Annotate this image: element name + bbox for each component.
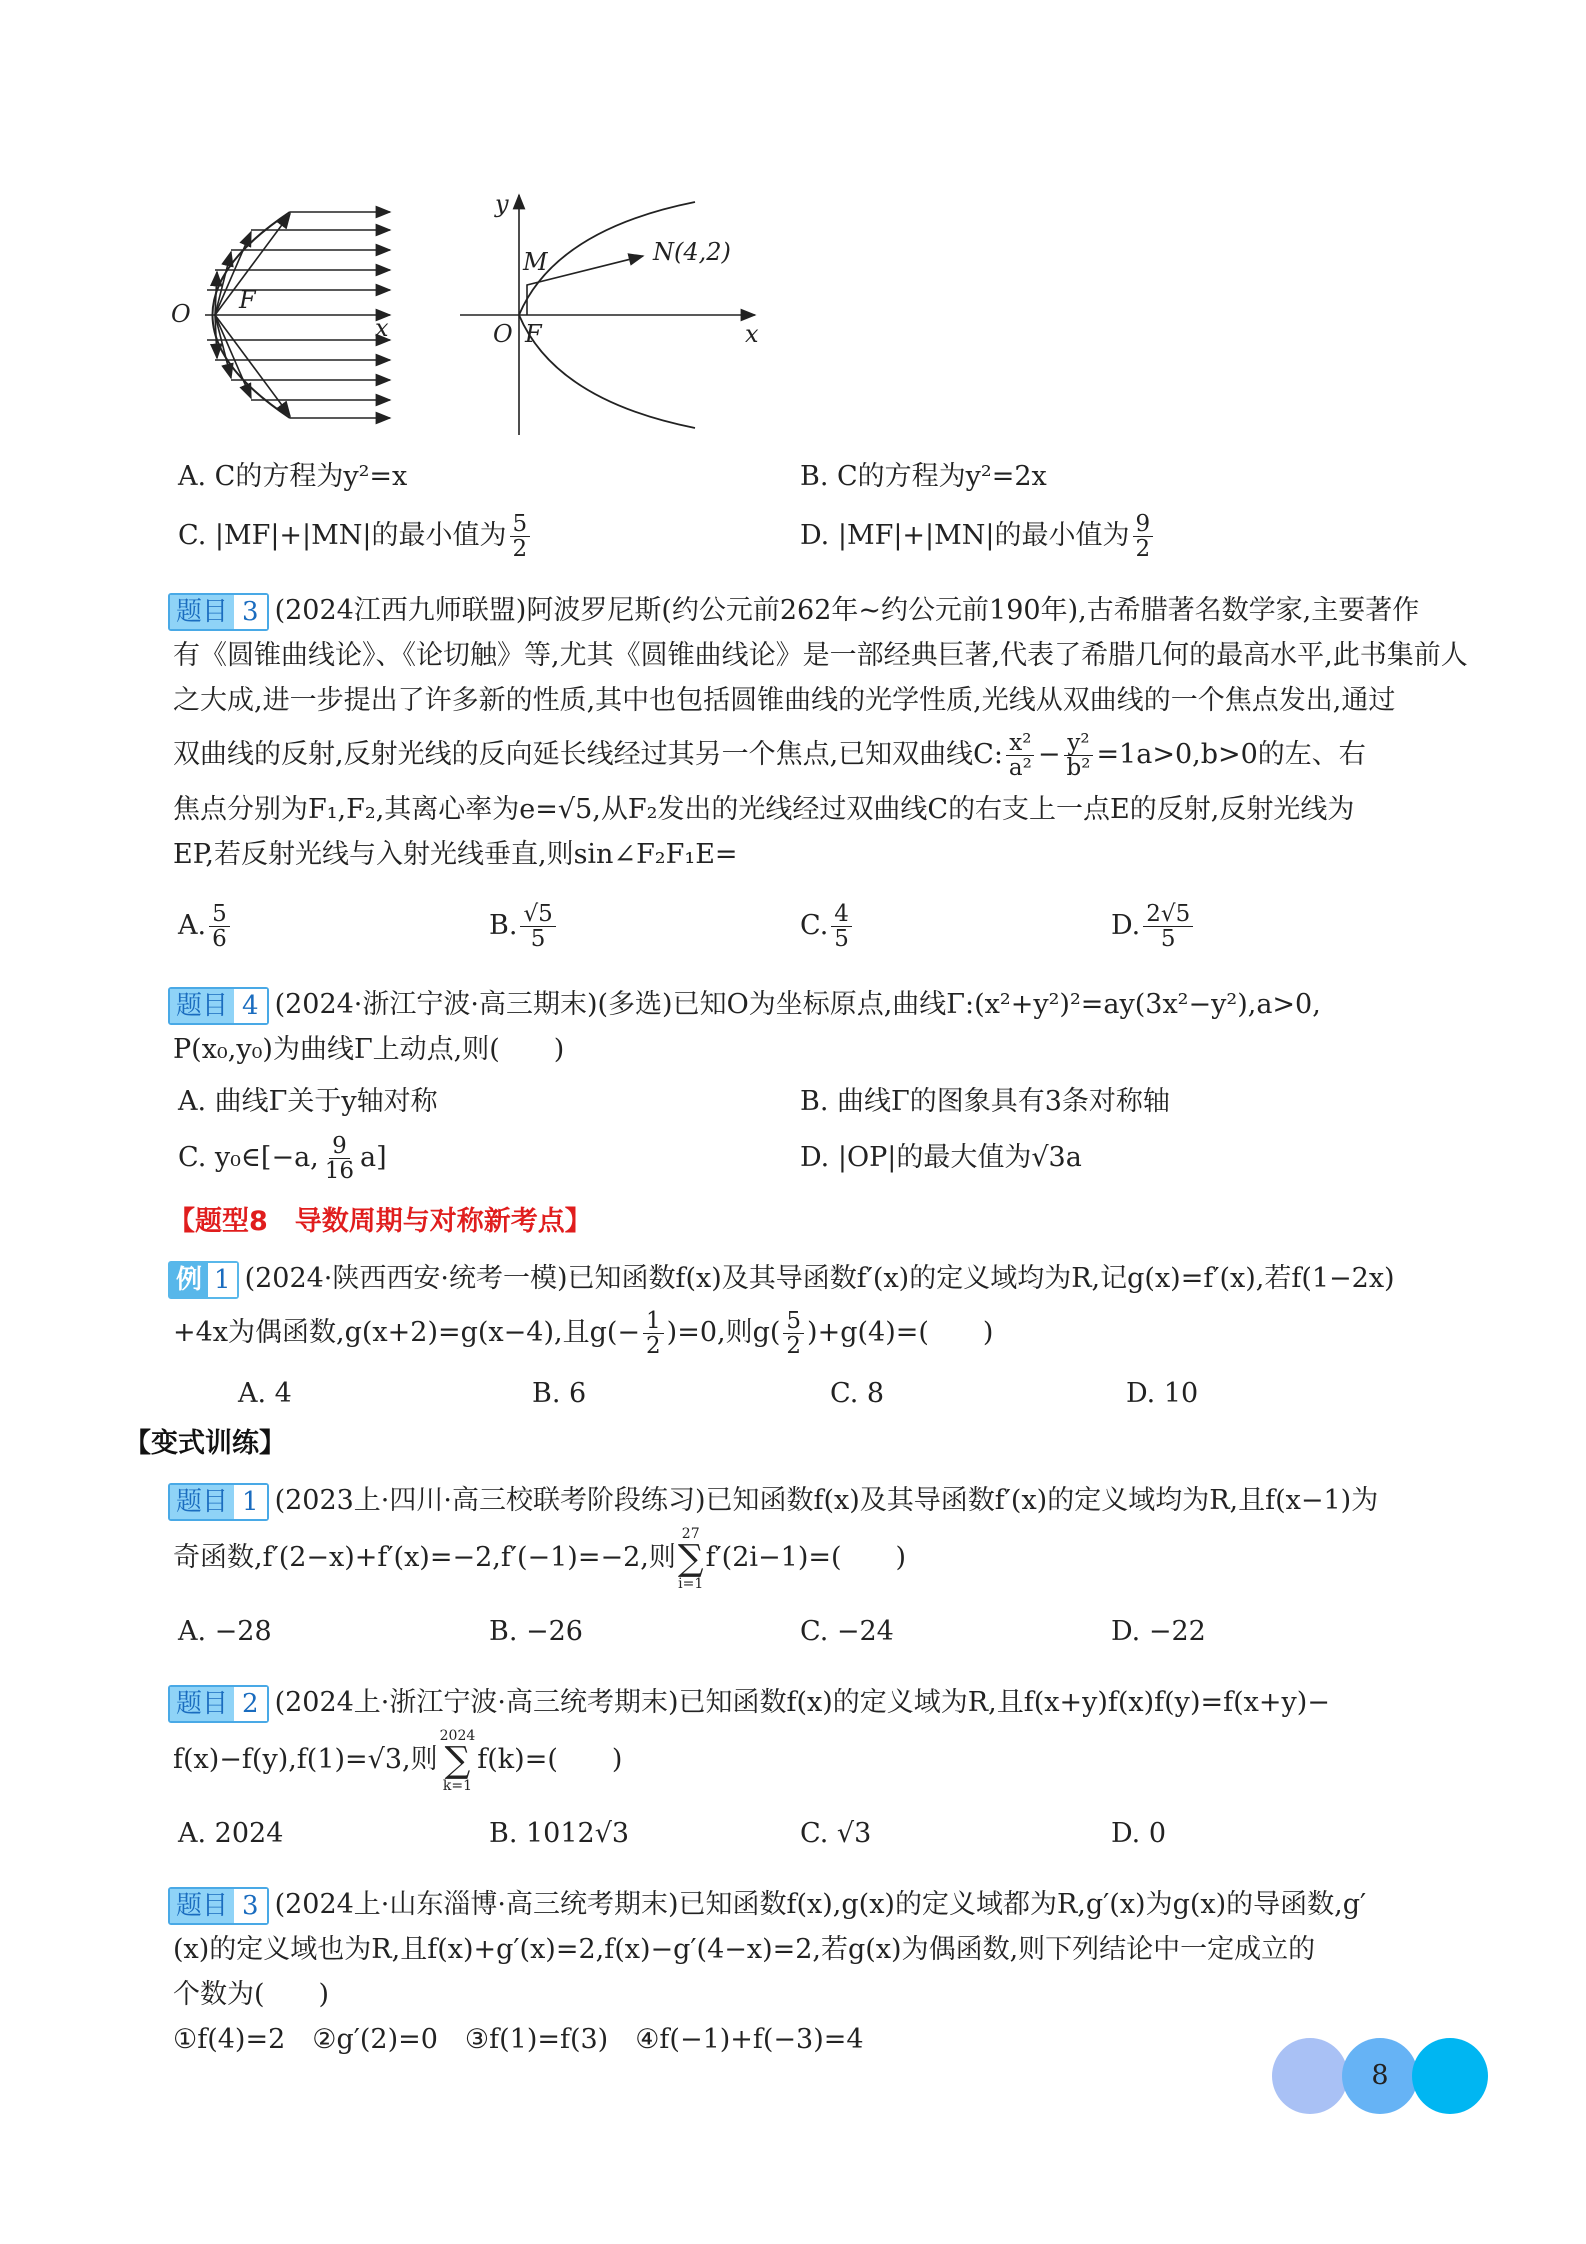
q4-option-b: B. 曲线Γ的图象具有3条对称轴 [800,1086,1170,1117]
variant-title: 【变式训练】 [124,1428,286,1459]
ex1-line2: +4x为偶函数,g(x+2)=g(x−4),且g(− $\frac{1}{2}$ )=0,则g( $\frac{5}{2}$ )+g(4)=( ) [173,1308,994,1359]
v2-option-b: B. 1012√3 [489,1818,630,1849]
v3-line2: (x)的定义域也为R,且f(x)+g′(x)=2,f(x)−g′(4−x)=2,若g(x)为偶函数,则下列结论中一定成立的 [173,1934,1316,1965]
v1-options [178,1610,1498,1654]
q3-line4: 双曲线的反射,反射光线的反向延长线经过其另一个焦点,已知双曲线C: $\frac{\text{x²}}{\text{a²}}$ − $\frac{\text{y²}}{\text{b²}}$ =1a>0,b>0的左、右 [173,730,1366,781]
q2-option-c: C. |MF|+|MN|的最小值为 $\frac{5}{2}$ [178,508,533,564]
q2-option-d: D. |MF|+|MN|的最小值为 $\frac{9}{2}$ [800,508,1156,564]
v2-option-a: A. 2024 [178,1818,284,1849]
q3-option-c: C. $\frac{4}{5}$ [800,898,855,954]
ex1-option-a: A. 4 [238,1378,292,1409]
summation: 27 ∑ i=1 [677,1525,704,1592]
v2-line2: f(x)−f(y),f(1)=√3,则 2024 ∑ k=1 f(k)=( ) [173,1727,623,1794]
ex1-line1: 例 1 (2024·陕西西安·统考一模)已知函数f(x)及其导函数f′(x)的定义域均为R,记g(x)=f′(x),若f(1−2x) [168,1256,1488,1301]
parabola-coordinate-figure [455,190,775,440]
label-f-right: F [525,320,542,348]
q4-options-row1 [178,1080,1498,1124]
question-tag: 题目 1 [168,1483,269,1521]
v1-option-a: A. −28 [178,1616,272,1647]
question-tag: 题目 3 [168,593,269,631]
question-3 [168,588,1488,877]
example-1 [168,1256,1488,1365]
q3-line1: 题目 3 (2024江西九师联盟)阿波罗尼斯(约公元前262年~约公元前190年),古希腊著名数学家,主要著作 [168,588,1488,633]
v2-option-c: C. √3 [800,1818,872,1849]
example-tag: 例 1 [168,1261,239,1299]
label-o-right: O [493,320,513,348]
q2-options-row2 [178,508,1498,564]
question-tag: 题目 3 [168,1887,269,1925]
q4-line2: P(x₀,y₀)为曲线Γ上动点,则( ) [173,1034,565,1065]
label-n: N(4,2) [653,238,731,266]
q4-options-row2 [178,1130,1498,1186]
q3-option-b: B. $\frac{√5}{5}$ [489,898,559,954]
ex1-option-d: D. 10 [1126,1378,1199,1409]
variant-question-3 [168,1882,1488,2062]
section-8-title: 【题型8 导数周期与对称新考点】 [168,1206,592,1237]
v3-line3: 个数为( ) [173,1979,330,2010]
v1-line1: 题目 1 (2023上·四川·高三校联考阶段练习)已知函数f(x)及其导函数f′(x)的定义域均为R,且f(x−1)为 [168,1478,1488,1523]
label-x-axis: x [745,320,759,348]
variant-question-1 [168,1478,1488,1593]
page-number: 8 [1371,2060,1389,2091]
q4-option-d: D. |OP|的最大值为√3a [800,1142,1082,1173]
q2-option-a: A. C的方程为y²=x [178,461,408,492]
q3-option-d: D. $\frac{2√5}{5}$ [1111,898,1196,954]
parabola-reflection-figure [165,200,405,430]
v1-option-b: B. −26 [489,1616,583,1647]
q3-line3: 之大成,进一步提出了许多新的性质,其中也包括圆锥曲线的光学性质,光线从双曲线的一个焦点发出,通过 [173,685,1396,716]
question-4 [168,982,1488,1072]
question-tag: 题目 2 [168,1685,269,1723]
label-f-left: F [239,286,256,314]
q3-option-a: A. $\frac{5}{6}$ [178,898,233,954]
v1-line2: 奇函数,f′(2−x)+f′(x)=−2,f′(−1)=−2,则 27 ∑ i=1 f′(2i−1)=( ) [173,1525,907,1592]
q3-line6: EP,若反射光线与入射光线垂直,则sin∠F₂F₁E= [173,839,738,870]
q4-option-a: A. 曲线Γ关于y轴对称 [178,1086,438,1117]
v1-option-d: D. −22 [1111,1616,1206,1647]
q2-option-b: B. C的方程为y²=2x [800,461,1047,492]
ex1-options [238,1372,1558,1416]
v2-options [178,1812,1498,1856]
q3-line5: 焦点分别为F₁,F₂,其离心率为e=√5,从F₂发出的光线经过双曲线C的右支上一点E的反射,反射光线为 [173,794,1355,825]
v1-option-c: C. −24 [800,1616,894,1647]
q3-line2: 有《圆锥曲线论》、《论切触》等,尤其《圆锥曲线论》是一部经典巨著,代表了希腊几何的最高水平,此书集前人 [173,640,1468,671]
v2-option-d: D. 0 [1111,1818,1167,1849]
decor-circle-cyan [1412,2038,1488,2114]
label-o-left: O [171,300,191,328]
variant-question-2 [168,1680,1488,1795]
q4-line1: 题目 4 (2024·浙江宁波·高三期末)(多选)已知O为坐标原点,曲线Γ:(x²+y²)²=ay(3x²−y²),a>0, [168,982,1488,1027]
label-y-axis: y [495,190,509,218]
question-tag: 题目 4 [168,987,269,1025]
section-heading-8 [168,1200,1488,1244]
ex1-option-c: C. 8 [830,1378,885,1409]
label-m: M [523,248,548,276]
q3-options [178,898,1498,954]
summation: 2024 ∑ k=1 [439,1727,476,1794]
v2-line1: 题目 2 (2024上·浙江宁波·高三统考期末)已知函数f(x)的定义域为R,且f(x+y)f(x)f(y)=f(x+y)− [168,1680,1488,1725]
ex1-option-b: B. 6 [532,1378,587,1409]
v3-line1: 题目 3 (2024上·山东淄博·高三统考期末)已知函数f(x),g(x)的定义域都为R,g′(x)为g(x)的导函数,g′ [168,1882,1488,1927]
v3-line4: ①f(4)=2 ②g′(2)=0 ③f(1)=f(3) ④f(−1)+f(−3)=4 [173,2024,864,2055]
q4-option-c: C. y₀∈[−a, $\frac{9}{16}$ a] [178,1133,387,1184]
q2-options-row1 [178,455,1498,499]
variant-heading [124,1422,1444,1466]
label-x-left: x [375,314,389,342]
decor-circle-light [1272,2038,1348,2114]
